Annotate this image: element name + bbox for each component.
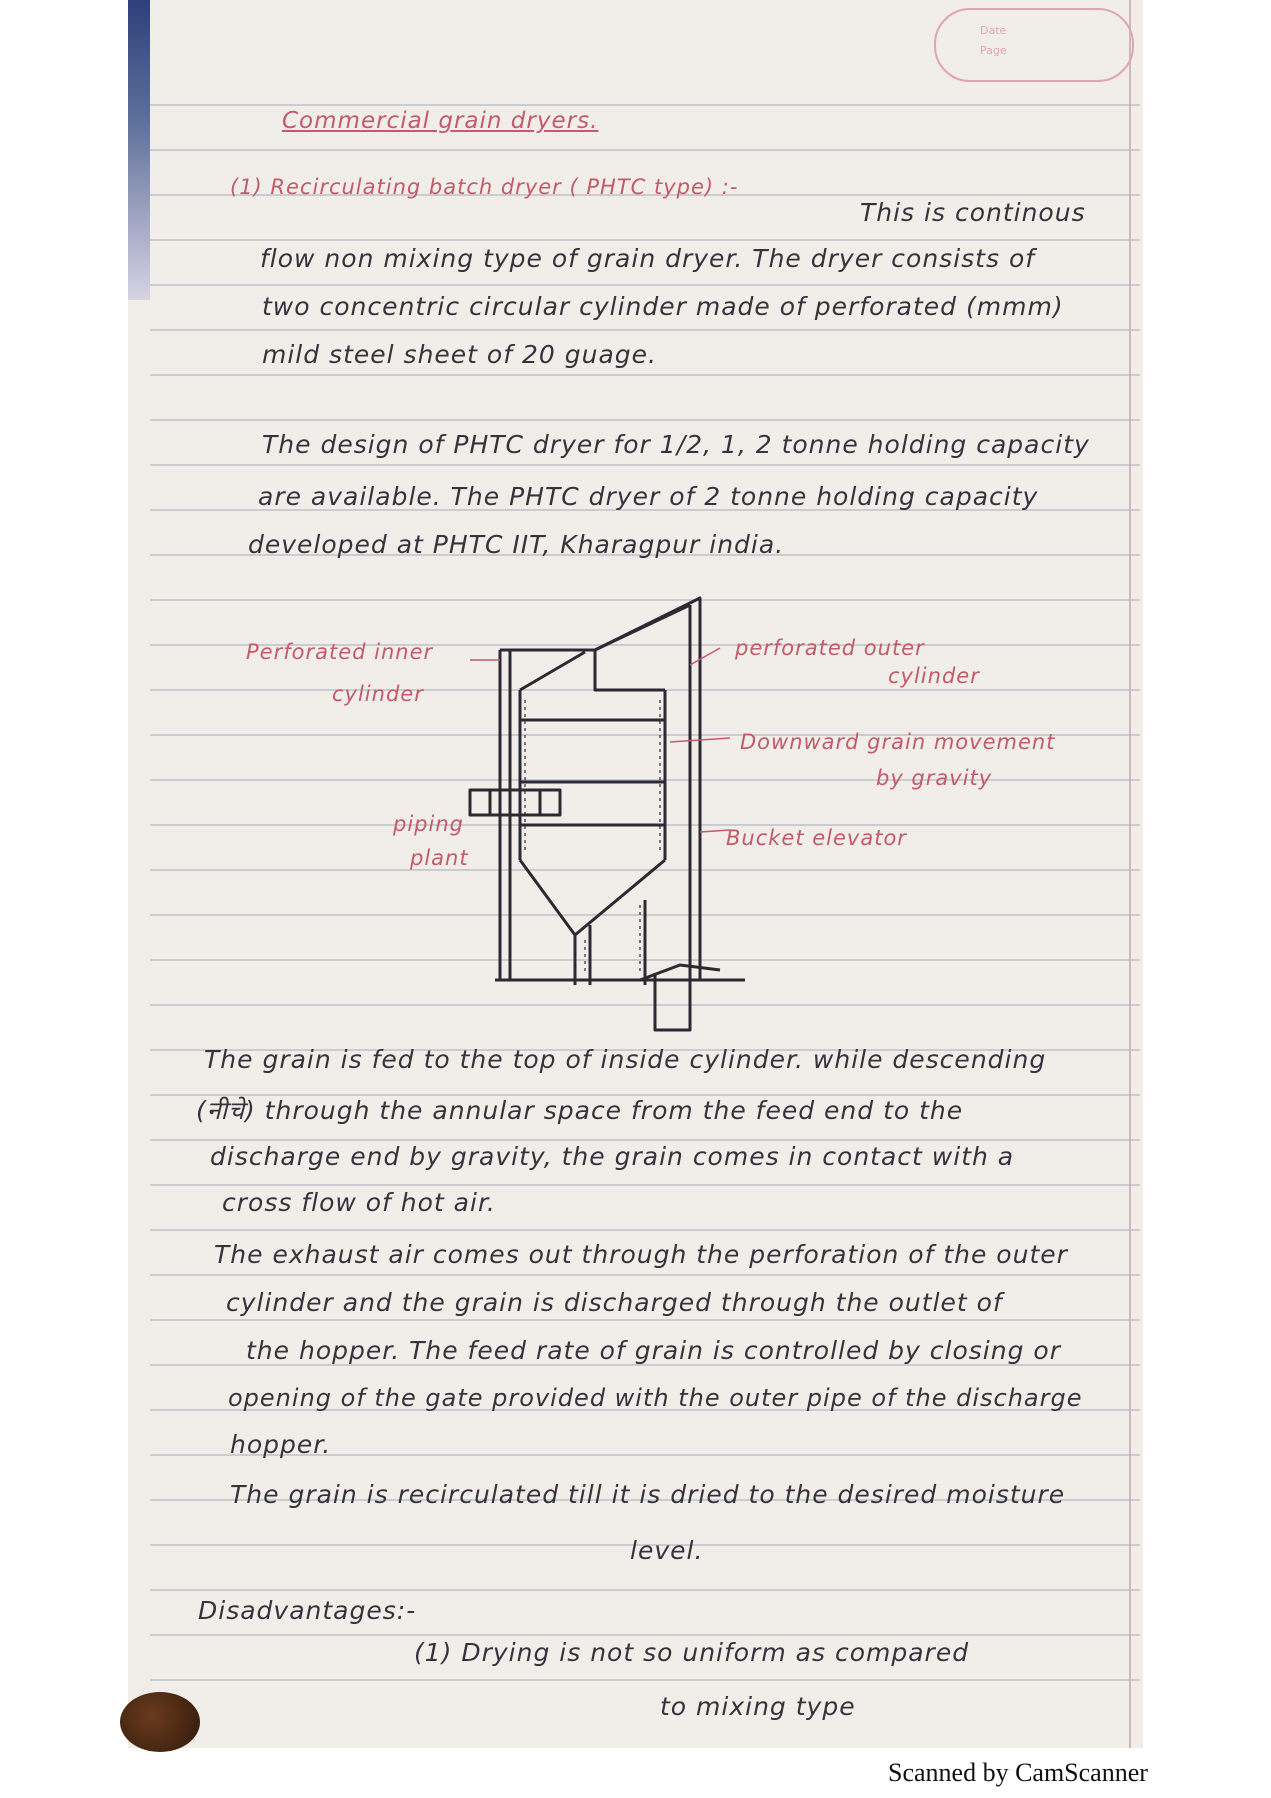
para1-line: flow non mixing type of grain dryer. The dryer consists of bbox=[260, 244, 1036, 273]
para1-line: two concentric circular cylinder made of perforated (mmm) bbox=[262, 292, 1064, 321]
para4-line: The exhaust air comes out through the perforation of the outer bbox=[214, 1240, 1068, 1269]
label-inner-cylinder-2: cylinder bbox=[332, 682, 424, 706]
para3-line: (नीचे) through the annular space from the feed end to the bbox=[196, 1096, 964, 1125]
para2-line: are available. The PHTC dryer of 2 tonne holding capacity bbox=[258, 482, 1039, 511]
label-outer-cylinder: perforated outer bbox=[735, 636, 925, 660]
para3-line: The grain is fed to the top of inside cylinder. while descending bbox=[204, 1045, 1047, 1074]
para4-line: hopper. bbox=[230, 1430, 332, 1459]
para2-line: The design of PHTC dryer for 1/2, 1, 2 tonne holding capacity bbox=[262, 430, 1090, 459]
disadvantage-item-cont: to mixing type bbox=[660, 1692, 856, 1721]
label-outer-cylinder-2: cylinder bbox=[888, 664, 980, 688]
section-heading: (1) Recirculating batch dryer ( PHTC type) :- bbox=[230, 175, 739, 199]
label-piping-2: plant bbox=[410, 846, 469, 870]
label-bucket-elevator: Bucket elevator bbox=[726, 826, 907, 850]
scanner-watermark: Scanned by CamScanner bbox=[888, 1758, 1148, 1787]
disadvantage-item: (1) Drying is not so uniform as compared bbox=[414, 1638, 970, 1667]
para5-line: level. bbox=[630, 1536, 704, 1565]
para3-line: discharge end by gravity, the grain comes in contact with a bbox=[210, 1142, 1015, 1171]
para2-line: developed at PHTC IIT, Kharagpur india. bbox=[248, 530, 785, 559]
stamp-page-label: Page bbox=[980, 44, 1007, 57]
label-piping: piping bbox=[393, 812, 464, 836]
para5-line: The grain is recirculated till it is dried to the desired moisture bbox=[230, 1480, 1066, 1509]
para3-line: cross flow of hot air. bbox=[222, 1188, 496, 1217]
label-downward: Downward grain movement bbox=[740, 730, 1056, 754]
label-downward-2: by gravity bbox=[876, 766, 993, 790]
label-inner-cylinder: Perforated inner bbox=[246, 640, 434, 664]
para1-line: mild steel sheet of 20 guage. bbox=[262, 340, 657, 369]
stamp-date-label: Date bbox=[980, 24, 1007, 37]
para4-line: opening of the gate provided with the outer pipe of the discharge bbox=[228, 1384, 1083, 1412]
para1-line: This is continous bbox=[860, 198, 1086, 227]
para4-line: cylinder and the grain is discharged through the outlet of bbox=[226, 1288, 1003, 1317]
disadvantages-heading: Disadvantages:- bbox=[198, 1596, 417, 1625]
para4-line: the hopper. The feed rate of grain is controlled by closing or bbox=[246, 1336, 1061, 1365]
page-title: Commercial grain dryers. bbox=[282, 108, 599, 134]
